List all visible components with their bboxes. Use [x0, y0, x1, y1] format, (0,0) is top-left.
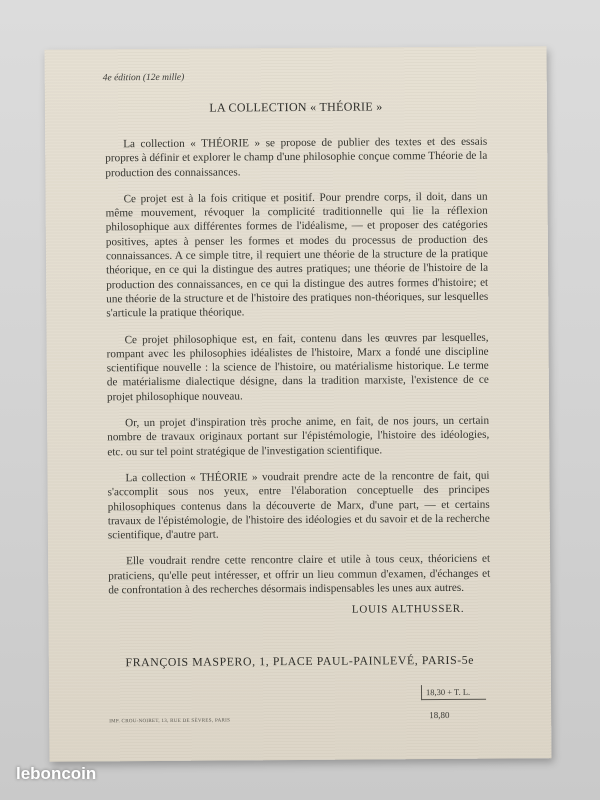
edition-note: 4e édition (12e mille) [102, 72, 185, 84]
paragraph: Ce projet philosophique est, en fait, contenu dans les œuvres par lesquelles, rompant avec les philosophies idéalistes de l'histoire, Marx a fondé une discipline scientifique nouvelle : la science de l'histoire, ou matérialisme historique. Le terme de matérialisme dialectique désigne, dans la tradition marxiste, l'existence de ce projet philosophique nouveau. [106, 331, 489, 404]
paragraph: La collection « THÉORIE » voudrait prendre acte de la rencontre de fait, qui s'accomplit sous nos yeux, entre l'élaboration conceptuelle des principes philosophiques contenus dans la découverte de Marx, d'une part, — et certains travaux de l'épistémologie, de l'histoire des idéologies et du savoir et de la recherche scientifique, d'autre part. [107, 469, 490, 542]
paragraph: La collection « THÉORIE » se propose de publier des textes et des essais propres à définir et explorer le champ d'une philosophie conçue comme Théorie de la production des connaissances. [105, 135, 488, 179]
handwritten-price: 18,30 + T. L. [421, 685, 486, 700]
handwritten-price-total: 18,80 [429, 709, 450, 721]
paragraph: Ce projet est à la fois critique et positif. Pour prendre corps, il doit, dans un même mouvement, révoquer la complicité traditionnelle qui lie la réflexion philosophique aux différentes formes de l'idéalisme, — et proposer des catégories positives, aptes à penser les formes et modes du processus de production des connaissances. A ce simple titre, il requiert une théorie de la structure de la pratique théorique, en ce qui la distingue des autres pratiques; une théorie de l'histoire de la production des connaissances, en ce qui la distingue des autres formes d'histoire; et une théorie de la structure et de l'histoire des pratiques non-théoriques, sur lesquelles s'articule la pratique théorique. [105, 190, 489, 320]
watermark-logo: leboncoin [16, 764, 97, 783]
paragraph: Elle voudrait rendre cette rencontre claire et utile à tous ceux, théoriciens et praticiens, qu'elle peut intéresser, et offrir un lieu commun d'examen, d'échanges et de confrontation à des recherches désormais indispensables les unes aux autres. [108, 553, 491, 597]
printer-imprint: IMP. CROU-NOIRET, 13, RUE DE SÈVRES, PARIS [109, 718, 231, 725]
description-text [105, 135, 490, 610]
publisher-address: FRANÇOIS MASPERO, 1, PLACE PAUL-PAINLEVÉ, PARIS-5e [125, 652, 475, 670]
paragraph: Or, un projet d'inspiration très proche anime, en fait, de nos jours, un certain nombre de travaux originaux portant sur l'épistémologie, l'histoire des idéologies, etc. ou sur tel point stratégique de l'investigation scientifique. [107, 414, 490, 458]
collection-title: LA COLLECTION « THÉORIE » [209, 99, 383, 115]
book-back-cover [45, 46, 552, 761]
author-signature: LOUIS ALTHUSSER. [351, 602, 465, 616]
